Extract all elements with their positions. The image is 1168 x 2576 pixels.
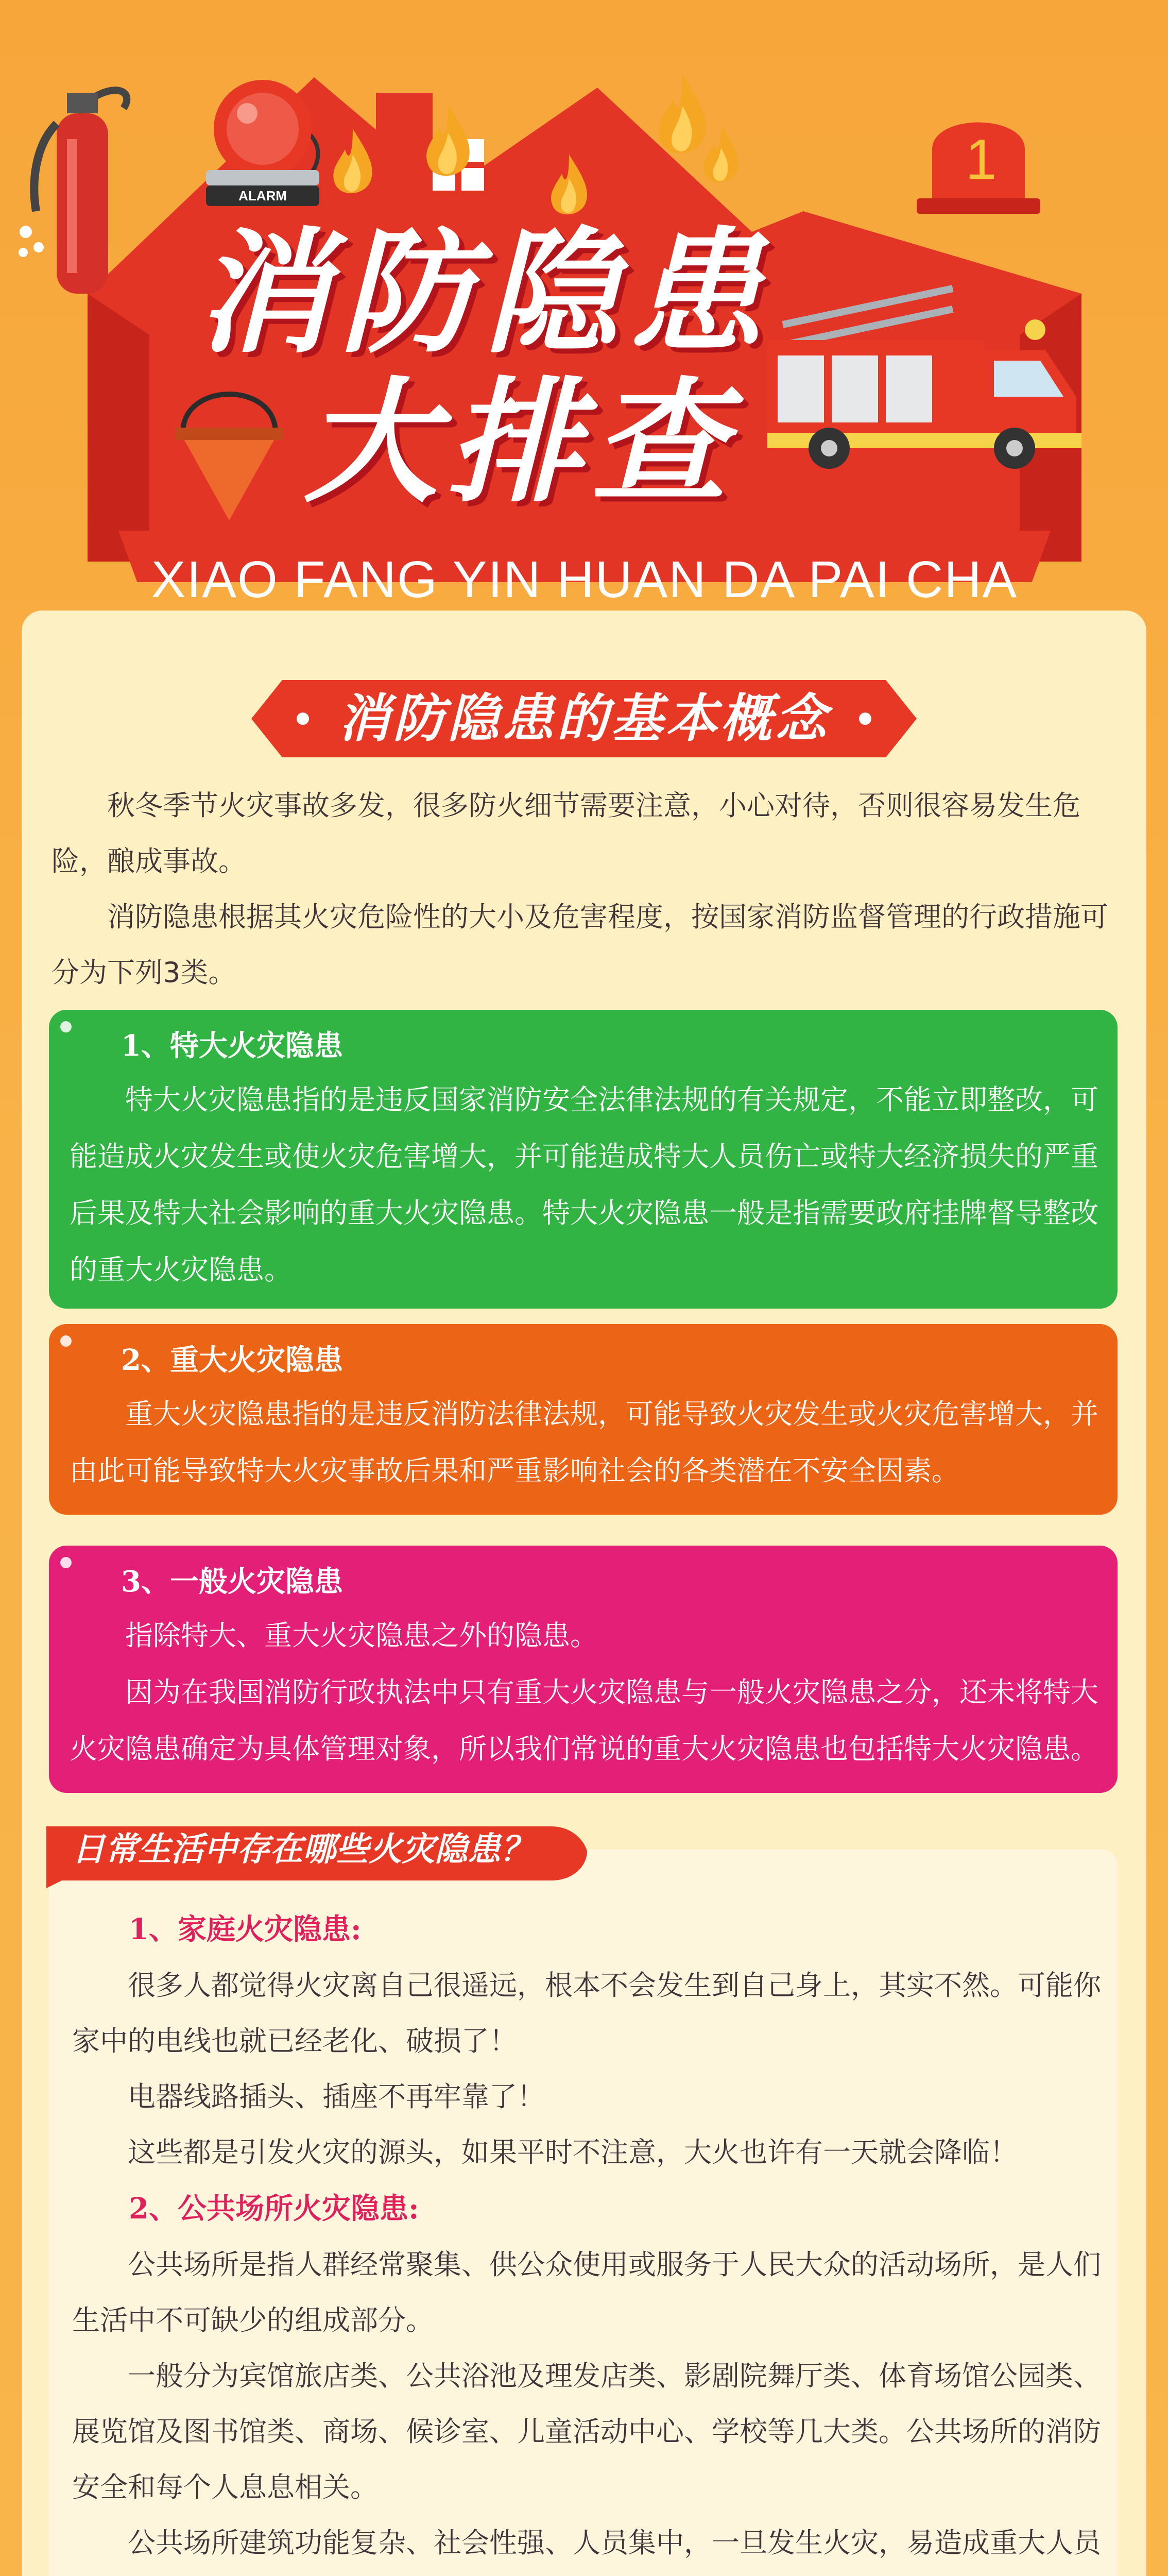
page-title-line1: 消防隐患 xyxy=(196,216,772,371)
page-title-line2: 大排查 xyxy=(304,365,736,521)
card-paragraph: 重大火灾隐患指的是违反消防法律法规，可能导致火灾发生或火灾危害增大，并由此可能导致特大火灾事故后果和严重影响社会的各类潜在不安全因素。 xyxy=(70,1398,1098,1487)
daily-paragraph: 公共场所是指人群经常聚集、供公众使用或服务于人民大众的活动场所，是人们生活中不可缺少的组成部分。 xyxy=(72,2248,1101,2336)
card-heading: 3、一般火灾隐患 xyxy=(121,1565,343,1599)
bullet-dot xyxy=(60,1557,72,1568)
hazard-card-major xyxy=(49,1324,1118,1515)
sub-heading-home: 1、家庭火灾隐患: xyxy=(129,1912,362,1946)
daily-paragraph: 一般分为宾馆旅店类、公共浴池及理发店类、影剧院舞厅类、体育场馆公园类、展览馆及图书馆类、商场、候诊室、儿童活动中心、学校等几大类。公共场所的消防安全和每个人息息相关。 xyxy=(72,2360,1101,2503)
daily-paragraph: 很多人都觉得火灾离自己很遥远，根本不会发生到自己身上，其实不然。可能你家中的电线也就已经老化、破损了！ xyxy=(72,1969,1101,2057)
fire-extinguisher-icon xyxy=(15,77,134,299)
section-title: 消防隐患的基本概念 xyxy=(338,688,830,749)
fire-bucket-icon xyxy=(170,371,288,526)
card-paragraph: 因为在我国消防行政执法中只有重大火灾隐患与一般火灾隐患之分，还未将特大火灾隐患确定为具体管理对象，所以我们常说的重大火灾隐患也包括特大火灾隐患。 xyxy=(70,1676,1098,1765)
daily-paragraph: 电器线路插头、插座不再牢靠了！ xyxy=(128,2080,545,2113)
hazard-card-general xyxy=(49,1546,1118,1793)
section-tag-title: 日常生活中存在哪些火灾隐患？ xyxy=(72,1831,534,1869)
flame-icon xyxy=(422,103,474,185)
hazard-card-major-extreme xyxy=(49,1010,1118,1309)
bullet-dot xyxy=(60,1335,72,1347)
flame-icon xyxy=(546,155,592,222)
alarm-label: ALARM xyxy=(238,188,287,204)
card-paragraph: 指除特大、重大火灾隐患之外的隐患。 xyxy=(125,1619,598,1652)
fire-truck-icon xyxy=(767,268,1092,469)
intro-paragraph: 秋冬季节火灾事故多发，很多防火细节需要注意，小心对待，否则很容易发生危险，酿成事故。 xyxy=(51,789,1080,877)
daily-paragraph: 公共场所建筑功能复杂、社会性强、人员集中，一旦发生火灾，易造成重大人员 xyxy=(128,2527,1101,2559)
daily-hazards-text xyxy=(72,1901,1107,2576)
sub-heading-public: 2、公共场所火灾隐患: xyxy=(129,2192,419,2226)
card-heading: 1、特大火灾隐患 xyxy=(121,1029,343,1063)
card-heading: 2、重大火灾隐患 xyxy=(121,1343,343,1377)
daily-paragraph: 这些都是引发火灾的源头，如果平时不注意，大火也许有一天就会降临！ xyxy=(128,2136,1018,2168)
flame-icon xyxy=(330,129,376,201)
beacon-number: 1 xyxy=(965,128,997,191)
card-paragraph: 特大火灾隐患指的是违反国家消防安全法律法规的有关规定，不能立即整改，可能造成火灾发生或使火灾危害增大，并可能造成特大人员伤亡或特大经济损失的严重后果及特大社会影响的重大火灾隐患。特大火灾隐患一般是指需要政府挂牌督导整改的重大火灾隐患。 xyxy=(70,1083,1098,1286)
title-pinyin: XIAO FANG YIN HUAN DA PAI CHA xyxy=(151,551,1018,608)
intro-text xyxy=(51,778,1123,1001)
intro-paragraph: 消防隐患根据其火灾危险性的大小及危害程度，按国家消防监督管理的行政措施可分为下列3类。 xyxy=(51,901,1108,989)
bullet-dot xyxy=(60,1021,72,1032)
flame-icon xyxy=(700,124,742,191)
